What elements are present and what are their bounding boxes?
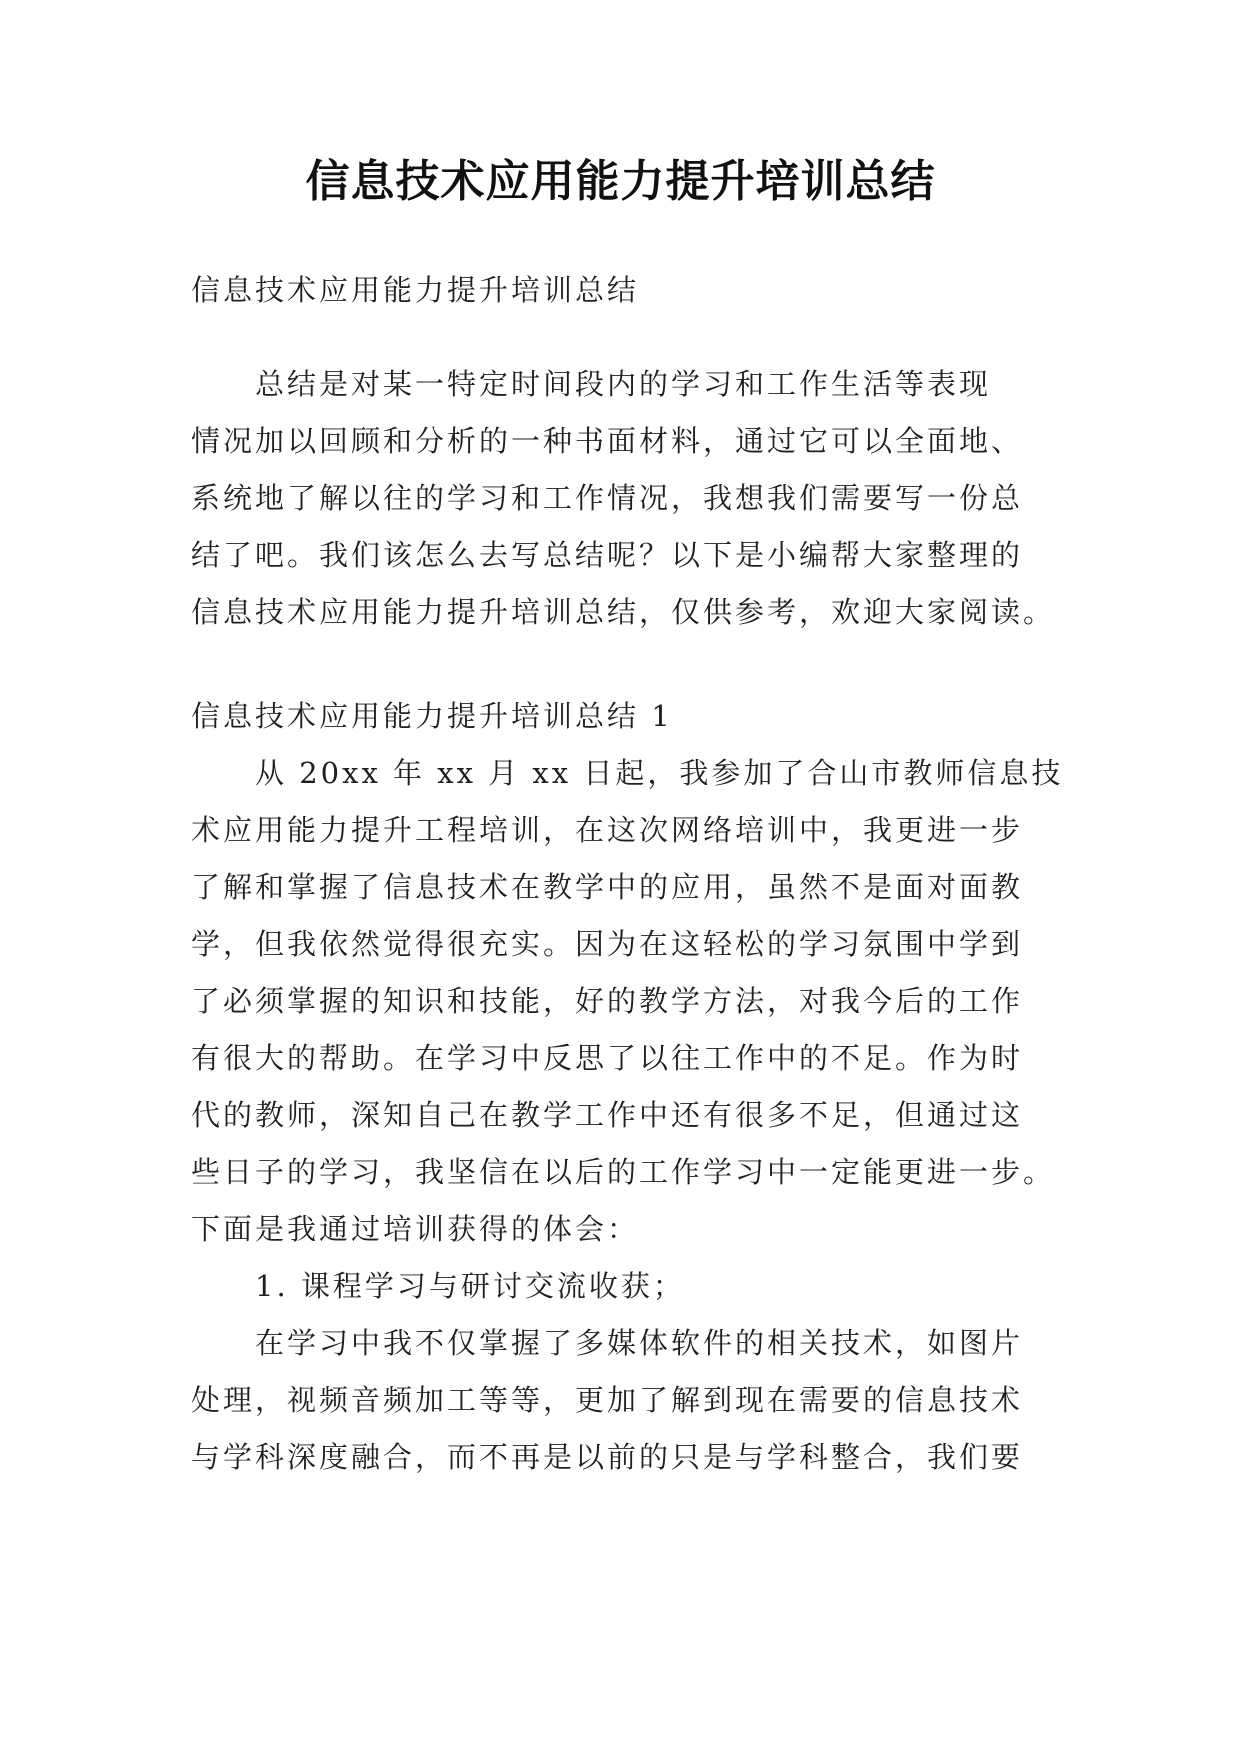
paragraph-line: 结了吧。我们该怎么去写总结呢？以下是小编帮大家整理的 — [191, 538, 1024, 572]
paragraph-line: 了解和掌握了信息技术在教学中的应用，虽然不是面对面教 — [191, 870, 1024, 904]
paragraph-line: 下面是我通过培训获得的体会： — [191, 1212, 640, 1246]
paragraph-line: 情况加以回顾和分析的一种书面材料，通过它可以全面地、 — [191, 424, 1024, 458]
paragraph-line: 有很大的帮助。在学习中反思了以往工作中的不足。作为时 — [191, 1041, 1024, 1075]
paragraph-line: 总结是对某一特定时间段内的学习和工作生活等表现 — [255, 367, 992, 401]
section-heading-line: 信息技术应用能力提升培训总结 1 — [191, 699, 673, 733]
paragraph-line: 术应用能力提升工程培训，在这次网络培训中，我更进一步 — [191, 813, 1024, 847]
paragraph-line: 处理，视频音频加工等等，更加了解到现在需要的信息技术 — [191, 1383, 1024, 1417]
paragraph-line: 从 20xx 年 xx 月 xx 日起，我参加了合山市教师信息技 — [255, 756, 1064, 790]
paragraph-line: 些日子的学习，我坚信在以后的工作学习中一定能更进一步。 — [191, 1155, 1056, 1189]
section1-paragraph — [191, 745, 1064, 1486]
paragraph-line: 在学习中我不仅掌握了多媒体软件的相关技术，如图片 — [255, 1326, 1024, 1360]
subtitle-line: 信息技术应用能力提升培训总结 — [191, 273, 640, 307]
document-title: 信息技术应用能力提升培训总结 — [305, 156, 936, 207]
list-item-heading: 1. 课程学习与研讨交流收获； — [255, 1269, 685, 1303]
intro-paragraph — [191, 356, 1061, 641]
paragraph-line: 学，但我依然觉得很充实。因为在这轻松的学习氛围中学到 — [191, 927, 1024, 961]
document-subtitle — [191, 262, 1061, 319]
paragraph-line: 了必须掌握的知识和技能，好的教学方法，对我今后的工作 — [191, 984, 1024, 1018]
paragraph-line: 系统地了解以往的学习和工作情况，我想我们需要写一份总 — [191, 481, 1024, 515]
section1-heading — [191, 688, 1061, 745]
paragraph-line: 信息技术应用能力提升培训总结，仅供参考，欢迎大家阅读。 — [191, 595, 1056, 629]
paragraph-line: 代的教师，深知自己在教学工作中还有很多不足，但通过这 — [191, 1098, 1024, 1132]
paragraph-line: 与学科深度融合，而不再是以前的只是与学科整合，我们要 — [191, 1440, 1024, 1474]
